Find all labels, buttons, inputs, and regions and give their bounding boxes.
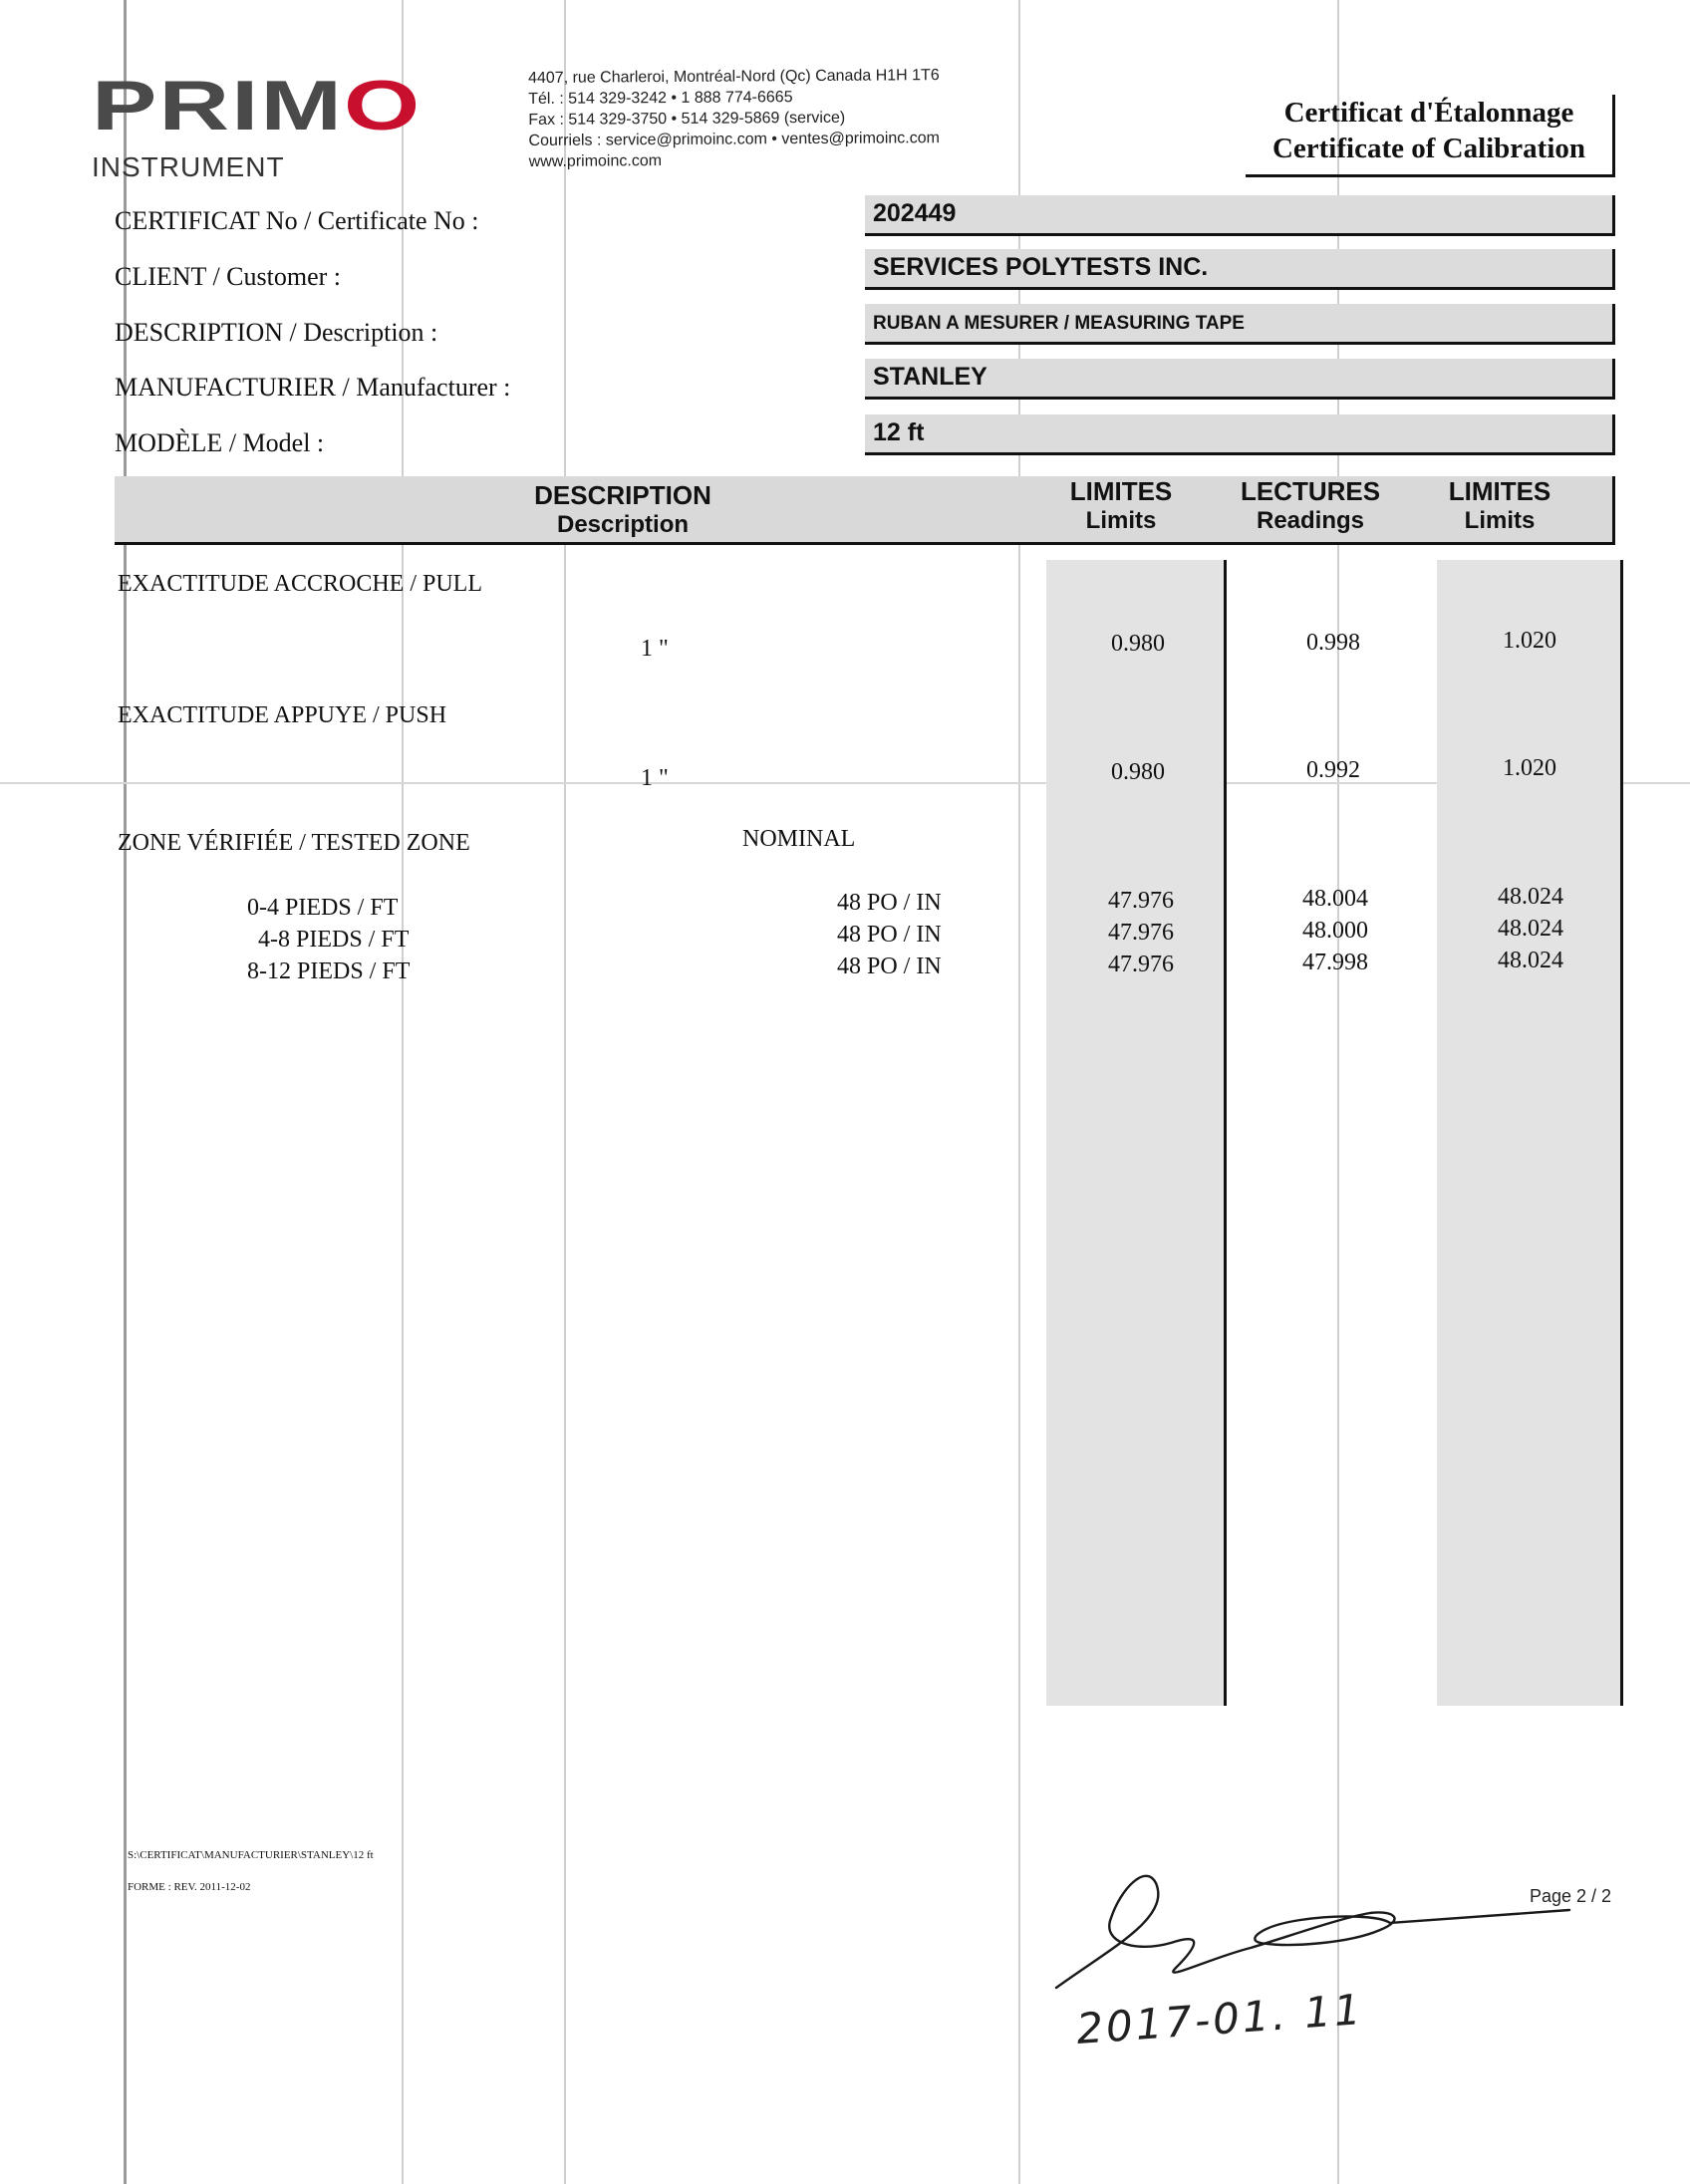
limits-low-column-shade: [1046, 560, 1224, 1706]
push-size: 1 ": [641, 765, 669, 791]
address-line: Courriels : service@primoinc.com • ventes@primoinc.com: [528, 130, 940, 149]
company-address: [528, 65, 940, 172]
zone-nominal: 48 PO / IN: [837, 954, 942, 979]
document-title: [1246, 95, 1615, 177]
push-section-title: EXACTITUDE APPUYE / PUSH: [118, 702, 447, 728]
model-label: MODÈLE / Model :: [115, 428, 325, 457]
zone-section-title: ZONE VÉRIFIÉE / TESTED ZONE: [118, 830, 470, 856]
customer-label: CLIENT / Customer :: [115, 262, 342, 291]
push-limit-high: 1.020: [1503, 755, 1556, 781]
zone-nominal: 48 PO / IN: [837, 890, 942, 916]
customer-value: SERVICES POLYTESTS INC.: [873, 253, 1209, 281]
pull-limit-low: 0.980: [1111, 631, 1165, 657]
nominal-label: NOMINAL: [742, 826, 856, 852]
file-path: S:\CERTIFICAT\MANUFACTURIER\STANLEY\12 ft: [128, 1849, 374, 1861]
zone-limit-low: 47.976: [1108, 920, 1174, 946]
logo-text-main: PRIM: [92, 65, 344, 144]
title-fr: Certificat d'Étalonnage: [1283, 97, 1574, 129]
certificate-number-value: 202449: [873, 199, 957, 227]
scan-streak: [564, 0, 566, 2184]
zone-limit-low: 47.976: [1108, 952, 1174, 977]
address-line: www.primoinc.com: [528, 152, 663, 170]
limits-high-column-shade: [1437, 560, 1620, 1706]
zone-limit-high: 48.024: [1498, 948, 1563, 973]
pull-section-title: EXACTITUDE ACCROCHE / PULL: [118, 571, 482, 597]
push-reading: 0.992: [1306, 757, 1360, 783]
manufacturer-value: STANLEY: [873, 363, 987, 391]
zone-limit-high: 48.024: [1498, 884, 1563, 910]
zone-reading: 48.004: [1302, 886, 1368, 912]
page-number: Page 2 / 2: [1530, 1886, 1612, 1906]
pull-size: 1 ": [641, 636, 669, 662]
zone-range: 4-8 PIEDS / FT: [258, 927, 410, 953]
manufacturer-field: [865, 359, 1615, 400]
zone-range: 8-12 PIEDS / FT: [247, 958, 411, 984]
manufacturer-label: MANUFACTURIER / Manufacturer :: [115, 373, 511, 402]
zone-nominal: 48 PO / IN: [837, 922, 942, 948]
description-field: [865, 304, 1615, 345]
column-divider: [1620, 560, 1623, 1706]
certificate-number-field: [865, 195, 1615, 236]
column-divider: [1224, 560, 1227, 1706]
push-limit-low: 0.980: [1111, 759, 1165, 785]
zone-reading: 48.000: [1302, 918, 1368, 944]
address-line: Fax : 514 329-3750 • 514 329-5869 (service): [528, 109, 846, 129]
customer-field: [865, 249, 1615, 290]
certificate-number-label: CERTIFICAT No / Certificate No :: [115, 206, 479, 235]
header-readings: LECTURES Readings: [1240, 476, 1381, 534]
logo-subtitle: INSTRUMENT: [92, 151, 285, 182]
handwritten-date: 2017-01. 11: [1074, 1984, 1365, 2054]
results-table-header: [115, 476, 1615, 545]
description-value: RUBAN A MESURER / MEASURING TAPE: [873, 313, 1245, 334]
zone-range: 0-4 PIEDS / FT: [247, 895, 399, 921]
brand-logo: [92, 65, 422, 144]
zone-limit-low: 47.976: [1108, 888, 1174, 914]
form-revision: FORME : REV. 2011-12-02: [128, 1881, 251, 1893]
model-value: 12 ft: [873, 418, 925, 446]
title-en: Certificate of Calibration: [1271, 133, 1586, 164]
zone-limit-high: 48.024: [1498, 916, 1563, 942]
pull-limit-high: 1.020: [1503, 628, 1556, 654]
header-description: DESCRIPTION Description: [534, 480, 711, 538]
address-line: Tél. : 514 329-3242 • 1 888 774-6665: [528, 89, 793, 108]
header-limits-low: LIMITES Limits: [1069, 476, 1173, 534]
model-field: [865, 414, 1615, 455]
address-line: 4407, rue Charleroi, Montréal-Nord (Qc) Canada H1H 1T6: [528, 67, 940, 87]
description-label: DESCRIPTION / Description :: [115, 318, 438, 347]
zone-reading: 47.998: [1302, 950, 1368, 975]
signature: [1051, 1848, 1612, 1998]
pull-reading: 0.998: [1306, 630, 1360, 656]
header-limits-high: LIMITES Limits: [1448, 476, 1551, 534]
logo-text-accent: O: [344, 65, 422, 144]
